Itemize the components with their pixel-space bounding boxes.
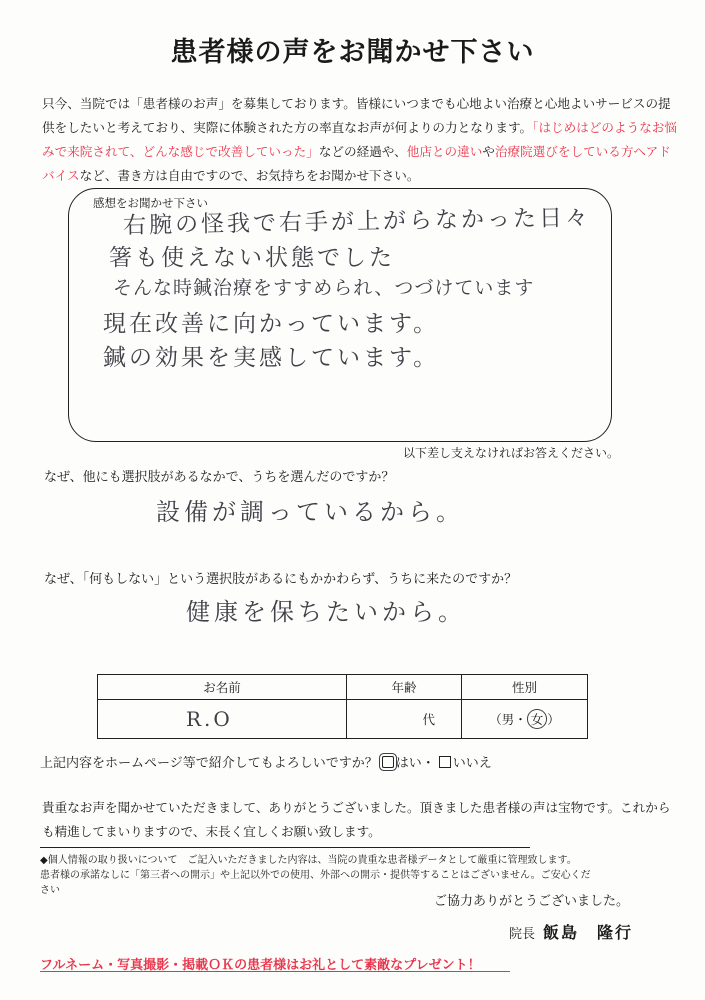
footer-promo: フルネーム・写真撮影・掲載ＯＫの患者様はお礼として素敵なプレゼント！ xyxy=(40,958,481,973)
consent-separator: ・ xyxy=(421,756,435,771)
consent-no-checkbox[interactable] xyxy=(439,756,451,768)
name-field[interactable] xyxy=(98,700,347,739)
director-signature xyxy=(509,920,633,943)
impressions-line: 箸も使えない状態でした xyxy=(109,245,395,271)
age-field[interactable] xyxy=(347,700,462,739)
impressions-line: そんな時鍼治療をすすめられ、つづけています xyxy=(113,277,535,299)
gender-field[interactable] xyxy=(462,700,588,739)
intro-highlight-3: 治療院選びをしている方へアドバイス xyxy=(42,144,671,183)
impressions-line: 現在改善に向かっています。 xyxy=(103,311,440,337)
question-1: なぜ、他にも選択肢があるなかで、うちを選んだのですか？ xyxy=(44,470,395,485)
impressions-line: 右腕の怪我で右手が上がらなかった日々 xyxy=(122,204,592,240)
optional-answers-note: 以下差し支えなければお答えください。 xyxy=(402,446,619,460)
consent-no-label: いいえ xyxy=(452,756,492,771)
consent-question: 上記内容をホームページ等で紹介してもよろしいですか？ xyxy=(40,756,378,771)
thanks-message: 貴重なお声を聞かせていただきまして、ありがとうございました。頂きました患者様の声は宝物です。これからも精進してまいりますので、末長く宜しくお願い致します。 xyxy=(42,800,671,839)
paren-close: ） xyxy=(547,712,560,727)
question-2: なぜ、「何もしない」という選択肢があるにもかかわらず、うちに来たのですか？ xyxy=(44,572,518,587)
footer-underline xyxy=(40,971,510,972)
impressions-box[interactable] xyxy=(68,188,612,442)
gender-header: 性別 xyxy=(462,675,588,700)
privacy-line: ◆個人情報の取り扱いについて ご記入いただきました内容は、当院の貴重な患者様データとして厳重に管理致します。 xyxy=(40,855,577,866)
director-title: 院長 xyxy=(508,927,535,942)
answer-2[interactable]: 健康を保ちたいから。 xyxy=(186,598,466,626)
director-name: 飯島 隆行 xyxy=(542,923,633,942)
impressions-line: 鍼の効果を実感しています。 xyxy=(103,345,440,371)
intro-highlight-2: 他店との違い xyxy=(406,144,483,159)
age-header: 年齢 xyxy=(347,675,462,700)
patient-info-table xyxy=(97,674,588,739)
impressions-label: 感想をお聞かせ下さい xyxy=(93,196,208,210)
gender-option-female[interactable]: 女 xyxy=(527,709,548,729)
page-title: 患者様の声をお聞かせ下さい xyxy=(170,37,535,68)
cooperation-thanks: ご協力ありがとうございました。 xyxy=(433,894,629,909)
answer-1[interactable]: 設備が調っているから。 xyxy=(156,498,464,526)
intro-text-1: 只今、当院では「患者様のお声」を募集しております。皆様にいつまでも心地よい治療と心地よいサービスの提供をしたいと考えており、実際に体験された方の率直なお声が何よりの力となります。 xyxy=(42,96,671,135)
consent-yes-label: はい xyxy=(395,756,422,771)
age-suffix: 代 xyxy=(422,712,435,727)
divider xyxy=(40,847,530,848)
consent-yes-checkbox[interactable] xyxy=(382,756,394,768)
consent-row xyxy=(40,752,492,771)
name-header: お名前 xyxy=(98,675,347,700)
gender-separator: ・ xyxy=(514,712,527,727)
intro-text-4: など、書き方は自由ですので、お気持ちをお聞かせ下さい。 xyxy=(79,168,420,183)
name-value: R.O xyxy=(186,707,233,731)
intro-paragraph xyxy=(42,92,682,188)
intro-highlight-1: 「はじめはどのようなお悩みで来院されて、どんな感じで改善していった」 xyxy=(42,120,677,159)
gender-option-male[interactable]: 男 xyxy=(501,712,515,727)
paren-open: （ xyxy=(489,712,502,727)
privacy-line: 患者様の承諾なしに「第三者への開示」や上記以外での使用、外部への開示・提供等することはございません。ご安心ください xyxy=(40,870,591,896)
intro-text-3: や xyxy=(482,144,495,159)
intro-text-2: などの経過や、 xyxy=(318,144,407,159)
